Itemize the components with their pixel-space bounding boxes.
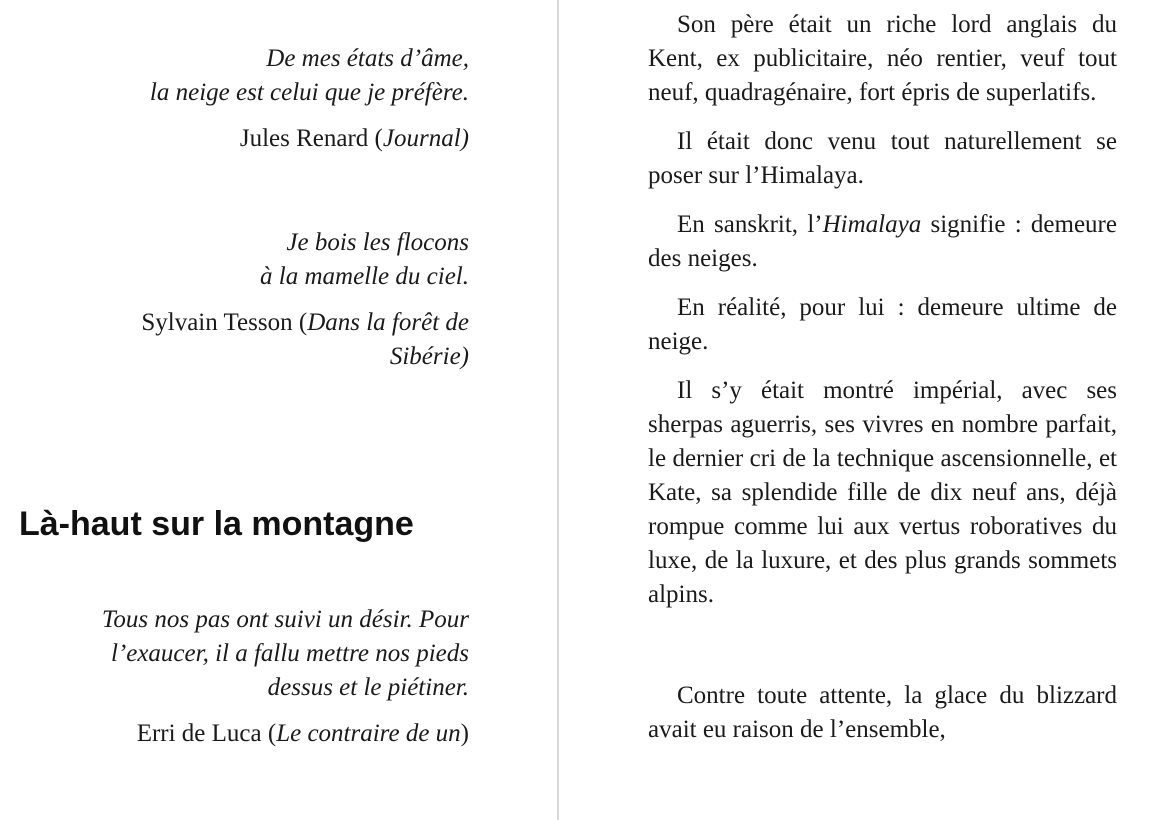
chapter-title: Là-haut sur la montagne [19,505,414,543]
attribution-work: Sibérie) [389,343,469,370]
quote-line: la neige est celui que je préfère. [149,79,469,106]
attribution-work: Le contraire de un [276,720,461,747]
epigraph-attribution [19,306,469,374]
quote-line: à la mamelle du ciel. [260,263,469,290]
paragraph: En réalité, pour lui : demeure ultime de neige. [648,294,1117,355]
attribution-work: Dans la forêt de [307,309,469,336]
quote-line: dessus et le piétiner. [267,674,469,701]
attribution-author: Jules Renard ( [239,125,383,152]
paragraph-emphasis: Himalaya [822,211,922,238]
body-text [648,8,1117,762]
paragraph: Il s’y était montré impérial, avec ses sherpas aguerris, ses vivres en nombre parfait, le dernier cri de la technique ascensionnelle, et Kate, sa splendide fille de dix neuf ans, déjà rompue comme lui aux vertus roboratives du luxe, de la luxure, et des plus grands sommets alpins. [648,377,1117,608]
attribution-work: Journal) [382,125,469,152]
paragraph [648,208,1117,276]
paragraph: Contre toute attente, la glace du blizzard avait eu raison de l’ensemble, [648,682,1117,743]
epigraph-quote [19,42,469,110]
right-page [559,0,1164,820]
quote-line: Tous nos pas ont suivi un désir. Pour [101,606,469,633]
left-page [0,0,557,820]
quote-line: l’exaucer, il a fallu mettre nos pieds [110,640,469,667]
paragraph-text: signifie : demeure des neiges. [648,211,1117,272]
epigraph-attribution [19,122,469,156]
attribution-closing: ) [460,720,469,747]
paragraph: Son père était un riche lord anglais du Kent, ex publicitaire, néo rentier, veuf tout neuf, quadragénaire, fort épris de superlatifs. [648,11,1117,106]
epigraph-attribution [19,717,469,751]
quote-line: De mes états d’âme, [266,45,469,72]
epigraph-tesson [19,226,469,374]
quote-line: Je bois les flocons [286,229,469,256]
paragraph: Il était donc venu tout naturellement se poser sur l’Himalaya. [648,128,1117,189]
epigraph-quote [19,603,469,705]
attribution-line [19,306,469,340]
epigraph-quote [19,226,469,294]
paragraph-text: En sanskrit, l’ [677,211,823,238]
epigraph-de-luca [19,603,469,751]
epigraph-renard [19,42,469,156]
attribution-author: Erri de Luca ( [136,720,277,747]
attribution-author: Sylvain Tesson ( [141,309,308,336]
